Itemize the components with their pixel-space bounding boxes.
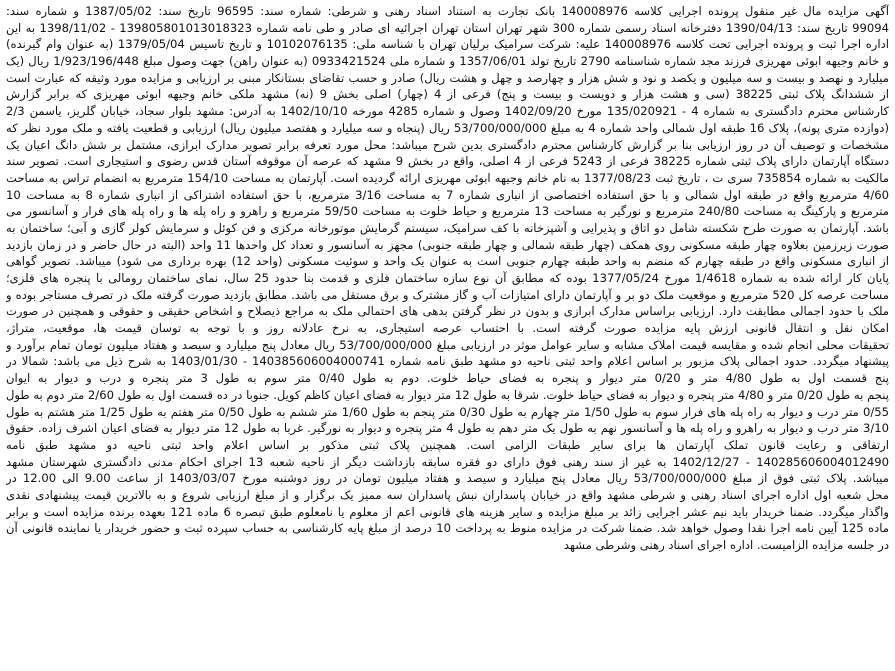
notice-line: 99094 تاریخ سند: 1390/04/13 دفترخانه اسناد رسمی شماره 300 شهر تهران استان تهران اجرائیه ای صادر و طی نامه شماره 139805801013018323 - 1398/11/02 به این bbox=[6, 20, 889, 35]
notice-line: 4/60 مترمربع واقع در طبقه اول شمالی و با حق استفاده اختصاصی از انباری شماره 7 به مساحت 3/16 مترمربع، با حق استفاده اشتراکی از انباری شماره 8 به مساحت 10 bbox=[6, 187, 889, 202]
notice-line: مالکیت به شماره 735854 سری ت ، تاریخ ثبت 1377/08/23 به نام خانم وجیهه ابوئی مهریزی ارائه گردیده است. آپارتمان به مساحت 154/10 مترمربع به انضمام تراس به مساحت bbox=[6, 170, 889, 185]
notice-line: باشد. آپارتمان به صورت طرح شکسته شامل دو اتاق و پذیرایی و آشپزخانه با کف سرامیک، سیستم گرمایش موتورخانه مرکزی و فن کوئل و سرمایش کولر گازی و آبی؛ ساختمان به bbox=[6, 220, 889, 235]
notice-line: پنج قسمت اول به طول 4/80 متر و 0/20 متر دیوار و پنجره به فضای حیاط خلوت. دوم به طول 0/40 متر سوم به طول 3 متر پنجره و درب و دیوار به ایوان bbox=[6, 371, 889, 386]
notice-line: 0/55 متر درب و دیوار به راه پله های فرار سوم به طول 1/50 متر چهارم به طول 0/30 متر پنجم به طول 1/60 متر ششم به طول 0/50 متر هفتم به طول 1/25 متر هشتم به طول bbox=[6, 404, 889, 419]
notice-line-last: در جلسه مزایده الزامیست. اداره اجرای اسناد رهنی وشرطی مشهد bbox=[563, 538, 889, 552]
notice-line: پیشنهاد میگردد. حدود اجمالی پلاک مزبور بر اساس اعلام واحد ثبتی ناحیه دو مشهد طبق نامه شماره 140385606004000741 - 1403/01/30 به شرح ذیل می باشد: شمالا در bbox=[6, 354, 889, 369]
notice-line: امکان نقل و انتقال قانونی ارزش پایه مزایده صورت گرفته است. با احتساب عرصه استیجاری، به نرخ عادلانه روز و با توجه به توسان قیمت ها، موقعیت، متراژ، bbox=[6, 321, 889, 336]
notice-line: از انباری مسکونی واقع در طبقه چهارم که منضم به واحد طبقه چهارم جنوبی است به عنوان یک واحد و سوئیت مسکونی (واحد 12) بهره برداری می شود) میباشد. تصویر گواهی bbox=[6, 254, 889, 269]
notice-line: از ششدانگ پلاک ثبتی 38225 (سی و هشت هزار و دویست و بیست و پنج) فرعی از 4 (چهار) اصلی بخش 9 (نه) مشهد ملکی خانم وجیهه ابوئی مهریزی که برابر گزارش bbox=[6, 87, 889, 102]
notice-line: مساحت عرصه کل 520 مترمربع و موقعیت ملک دو بر و آپارتمان دارای امتیازات آب و گاز مشترک و برق مستقل می باشد. مطابق بازدید صورت گرفته ملک در تصرف مستاجر بوده و bbox=[6, 287, 889, 302]
notice-line: کارشناس محترم دادگستری به شماره 4 - 135/020921 مورخ 1402/09/20 وصول و شماره 4285 مورخه 1402/10/10 به آدرس: مشهد بلوار سجاد، خیابان گلریز، یاسمن 2/3 bbox=[6, 104, 889, 119]
notice-line: و خانم وجیهه ابوئی مهریزی فرزند مجد شماره شناسنامه 2790 تاریخ تولد 1357/06/01 و شماره ملی 0933421524 (به عنوان راهن) جهت وصول مبلغ 1/923/196/448 ریال (یک bbox=[6, 54, 889, 69]
notice-line: مترمربع و پارکینگ به مساحت 240/80 مترمربع و نورگیر به مساحت 13 مترمربع و حیاط خلوت به مساحت 59/50 مترمربع و راهرو و راه پله ها و راه پله های فرار و آسانسور می bbox=[6, 204, 889, 219]
notice-line: صورت زیرزمین بعلاوه چهار طبقه مسکونی روی همکف (چهار طبقه شمالی و چهار طبقه جنوبی) مجهز به آسانسور و تعداد کل واحدها 11 واحد (البته در حال حاضر و در زمان بازدید bbox=[6, 237, 889, 252]
notice-line: 3/10 متر درب و دیوار به راهرو و راه پله ها و آسانسور نهم به طول یک متر دهم به طول 4 متر پنجره و دیوار به نورگیر. غربا به طول 12 متر دیوار به فضای اعیان اشرف زاده. حقوق bbox=[6, 421, 889, 436]
notice-line: پایان کار ارائه شده به شماره 1/4618 مورخ 1377/05/24 بوده که مطابق آن نوع سازه ساختمان فلزی و قدمت بنا حدود 25 سال، نمای ساختمان رومالی با پنجره های فلزی؛ bbox=[6, 271, 889, 285]
notice-line: مشخصات و توصیف آن در روز ارزیابی بنا بر گزارش کارشناس محترم دادگستری بدین شرح میباشد: محل مورد تعرفه برابر تصویر مدارک ابرازی، مشتمل بر شش دانگ اعیان یک bbox=[6, 137, 889, 152]
notice-line: واگذار میگردد. ضمنا خریدار باید نیم عشر اجرایی زائد بر مبلغ مزایده و سایر هزینه های قانونی اعم از معلوم یا نامعلوم طبق تبصره 6 ماده 121 بعهده برنده مزایده است و برابر bbox=[6, 504, 889, 519]
notice-line: میلیارد و نهصد و بیست و سه میلیون و یکصد و نود و شش هزار و چهارصد و چهل و هشت ریال) صادر و حسب تقاضای بستانکار مبنی بر ارزیابی و مزایده مورد وثیقه که عبارت است bbox=[6, 70, 889, 85]
notice-line: میباشد. پلاک ثبتی فوق از مبلغ 53/700/000/000 ریال معادل پنج میلیارد و سیصد و هفتاد میلیون تومان در روز دوشنبه مورخ 1403/03/07 از ساعت 9.00 الی 12.00 در bbox=[6, 471, 889, 486]
notice-line: تحقیقات محلی انجام شده و مقایسه قیمت املاک مشابه و سایر عوامل موثر در ارزیابی مبلغ 53/700/000/000 ریال معادل پنج میلیارد و سیصد و هفتاد میلیون تومان تمام برآورد و bbox=[6, 337, 889, 352]
notice-line: ارتفاقی و رعایت قانون تملک آپارتمان ها برای سایر طبقات الزامی است. همچنین پلاک ثبتی مذکور بر اساس اعلام واحد ثبتی ناحیه دو مشهد طبق نامه bbox=[6, 437, 889, 452]
notice-line: آگهی مزایده مال غیر منقول پرونده اجرایی کلاسه 140008976 بانک تجارت به استناد اسناد رهنی و شرطی: شماره سند: 96595 تاریخ سند: 1387/05/02 و شماره سند: bbox=[6, 4, 889, 18]
notice-line: اداره اجرا ثبت و پرونده اجرایی تحت کلاسه 140008976 علیه: شرکت سرامیک برلیان تهران با شناسه ملی: 10102076135 و تاریخ تاسیس 1379/05/04 (به عنوان وام گیرنده) bbox=[6, 37, 889, 52]
notice-line: ماده 125 آیین نامه اجرا نقدا وصول خواهد شد. ضمنا شرکت در مزایده منوط به پرداخت 10 درصد از مبلغ پایه کارشناسی به حساب سپرده ثبت و حضور خریدار یا نماینده قانونی آن bbox=[6, 521, 889, 536]
notice-line: ملک با حدود اجمالی مطابقت دارد. ارزیابی براساس مدارک ابرازی و بدون در نظر گرفتن بدهی های احتمالی ملک به مراجع ذیصلاح و اشخاص حقیقی و حقوقی و همچنین در صورت bbox=[6, 304, 889, 319]
notice-line: دستگاه آپارتمان دارای پلاک ثبتی شماره 38225 فرعی از 5243 فرعی از 4 اصلی، واقع در بخش 9 مشهد که عرصه آن موقوفه آستان قدس رضوی و استیجاری است. تصویر سند bbox=[6, 154, 889, 169]
notice-line: پنجم به طول 0/20 متر و 4/80 متر پنجره و دیوار به فضای حیاط خلوت. شرقا به طول 12 متر دیوار به فضای اعیان کاظم کویل. جنوبا در ده قسمت اول به طول 2/60 متر دوم به طول bbox=[6, 387, 889, 402]
notice-line: 140285606004012490 - 1402/12/27 به غیر از سند رهنی فوق دارای دو فقره سابقه بازداشت دیگر از ناحیه شعبه 13 اجرای احکام مدنی دادگستری شهرستان مشهد bbox=[6, 454, 889, 469]
notice-line: محل شعبه اول اداره اجرای اسناد رهنی و شرطی مشهد واقع در خیابان پاسداران نبش پاسداران سه ممیز یک برگزار و از مبلغ ارزیابی شروع و به بالاترین قیمت پیشنهادی نقدی bbox=[6, 487, 889, 502]
notice-line: (دوازده متری پونه)، پلاک 16 طبقه اول شمالی واحد شماره 4 به مبلغ 53/700/000/000 ریال (پنجاه و سه میلیارد و هفتصد میلیون ریال) ارزیابی و قطعیت یافته و ملک مورد نظر که bbox=[6, 120, 889, 135]
